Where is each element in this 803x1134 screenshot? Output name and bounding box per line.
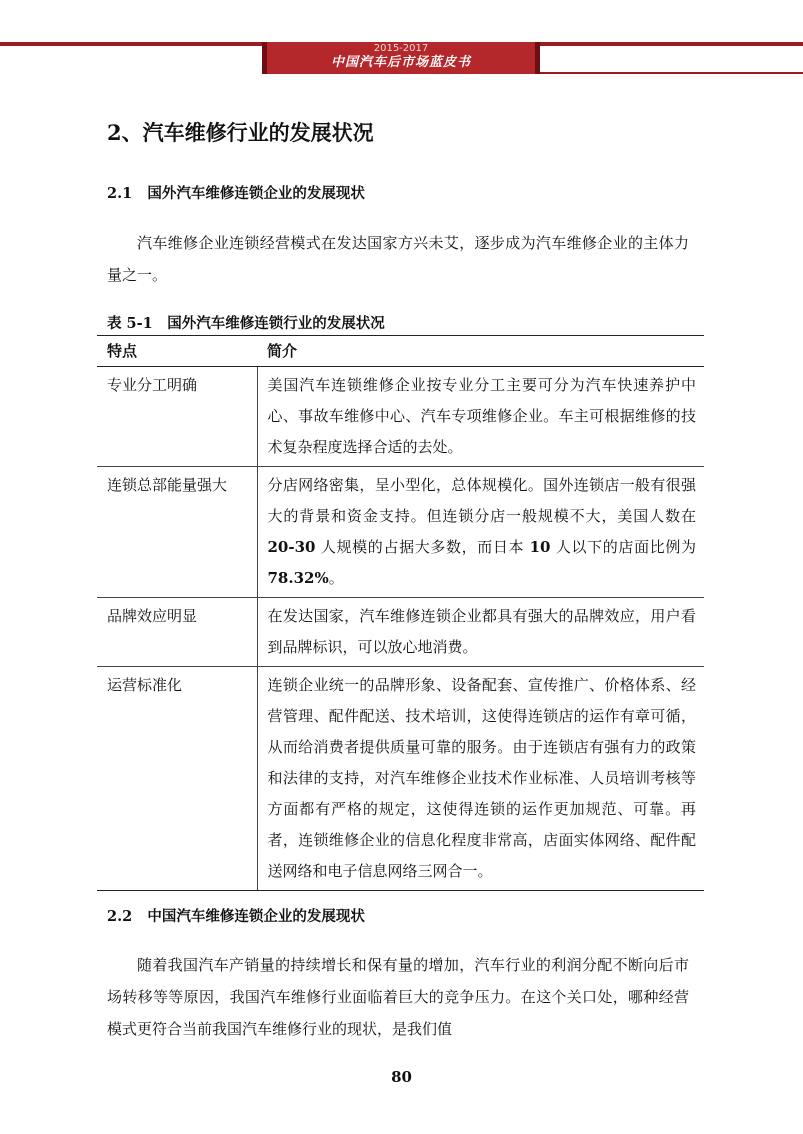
row-feature: 连锁总部能量强大 [97, 467, 257, 598]
subsection-2-1-title: 国外汽车维修连锁企业的发展现状 [147, 185, 365, 202]
row-description: 美国汽车连锁维修企业按专业分工主要可分为汽车快速养护中心、事故车维修中心、汽车专项维修企业。车主可根据维修的技术复杂程度选择合适的去处。 [257, 367, 704, 467]
header-feature: 特点 [97, 336, 257, 367]
row-description: 连锁企业统一的品牌形象、设备配套、宣传推广、价格体系、经营管理、配件配送、技术培训，这使得连锁店的运作有章可循，从而给消费者提供质量可靠的服务。由于连锁店有强有力的政策和法律的支持，对汽车维修企业技术作业标准、人员培训考核等方面都有严格的规定，这使得连锁的运作更加规范、可靠。再者，连锁维修企业的信息化程度非常高，店面实体网络、配件配送网络和电子信息网络三网合一。 [257, 667, 704, 891]
subsection-2-2-title: 中国汽车维修连锁企业的发展现状 [147, 908, 365, 925]
subsection-2-1-paragraph: 汽车维修企业连锁经营模式在发达国家方兴未艾，逐步成为汽车维修企业的主体力量之一。 [107, 234, 689, 284]
row-description: 在发达国家，汽车维修连锁企业都具有强大的品牌效应，用户看到品牌标识，可以放心地消费。 [257, 598, 704, 667]
header-rule-right [540, 72, 803, 74]
subsection-2-2-number: 2.2 [107, 908, 133, 925]
section-title: 2、汽车维修行业的发展状况 [107, 120, 374, 145]
page-header [0, 0, 803, 80]
row-feature: 专业分工明确 [97, 367, 257, 467]
header-banner [262, 42, 540, 74]
table-caption: 表 5-1 国外汽车维修连锁行业的发展状况 [107, 315, 385, 332]
table-row [97, 598, 704, 667]
desc-text: 人以下的店面比例为 [550, 538, 696, 556]
desc-number: 20-30 [267, 538, 316, 556]
page-number: 80 [391, 1068, 412, 1086]
subsection-2-1-heading [107, 182, 365, 203]
header-title: 中国汽车后市场蓝皮书 [330, 55, 471, 70]
desc-number: 10 [529, 538, 551, 556]
row-feature: 品牌效应明显 [97, 598, 257, 667]
subsection-2-1-number: 2.1 [107, 185, 133, 202]
table-row [97, 467, 704, 598]
desc-text: 人规模的占据大多数，而日本 [315, 538, 530, 556]
row-feature: 运营标准化 [97, 667, 257, 891]
features-table [97, 335, 704, 891]
table-header-row [97, 336, 704, 367]
table-row [97, 367, 704, 467]
subsection-2-2-paragraph: 随着我国汽车产销量的持续增长和保有量的增加，汽车行业的利润分配不断向后市场转移等等原因，我国汽车维修行业面临着巨大的竞争压力。在这个关口处，哪种经营模式更符合当前我国汽车维修行业的现状，是我们值 [107, 956, 689, 1038]
subsection-2-2-heading [107, 905, 365, 926]
desc-number: 78.32% [267, 569, 329, 587]
table-row [97, 667, 704, 891]
desc-text: 分店网络密集，呈小型化，总体规模化。国外连锁店一般有很强大的背景和资金支持。但连锁分店一般规模不大，美国人数在 [267, 476, 696, 525]
row-description [257, 467, 704, 598]
header-years: 2015-2017 [373, 43, 429, 54]
header-summary: 简介 [257, 336, 704, 367]
desc-text: 。 [328, 569, 344, 587]
